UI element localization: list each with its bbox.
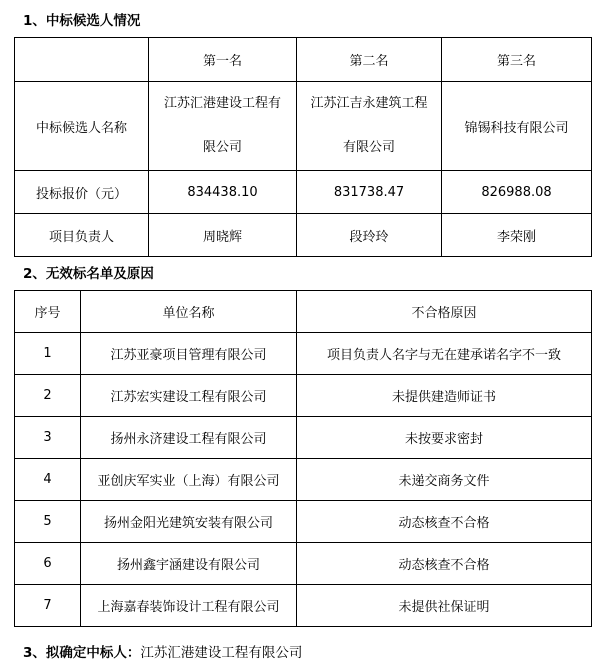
reason-cell: 项目负责人名字与无在建承诺名字不一致 [297, 333, 592, 375]
company-name-cell: 扬州鑫宇涵建设有限公司 [81, 543, 297, 585]
section3-label: 3、拟确定中标人： [23, 645, 141, 661]
candidate-name-cell: 江苏汇港建设工程有限公司 [149, 82, 297, 171]
reason-cell: 动态核查不合格 [297, 501, 592, 543]
company-name-cell: 江苏亚豪项目管理有限公司 [81, 333, 297, 375]
invalid-bid-row [15, 417, 592, 459]
header-cell-blank [15, 38, 149, 82]
winning-bidder-name: 江苏汇港建设工程有限公司 [140, 645, 303, 661]
bid-price-row [15, 171, 592, 214]
reason-cell: 未提供社保证明 [297, 585, 592, 627]
bid-price-cell: 826988.08 [442, 171, 592, 214]
candidates-header-row [15, 38, 592, 82]
section2-heading: 2、无效标名单及原因 [23, 266, 154, 282]
project-manager-cell: 段玲玲 [297, 214, 442, 257]
row-label: 投标报价（元） [15, 171, 149, 214]
invalid-bids-table [14, 290, 592, 627]
reason-cell: 未递交商务文件 [297, 459, 592, 501]
reason-cell: 动态核查不合格 [297, 543, 592, 585]
row-index-cell: 3 [15, 417, 81, 459]
column-header-reason: 不合格原因 [297, 291, 592, 333]
bid-price-cell: 831738.47 [297, 171, 442, 214]
candidate-name-cell: 锦锡科技有限公司 [442, 82, 592, 171]
column-header-company: 单位名称 [81, 291, 297, 333]
invalid-bid-row [15, 585, 592, 627]
candidate-name-row [15, 82, 592, 171]
company-name-cell: 上海嘉春装饰设计工程有限公司 [81, 585, 297, 627]
column-header-index: 序号 [15, 291, 81, 333]
invalid-bid-row [15, 543, 592, 585]
row-index-cell: 1 [15, 333, 81, 375]
company-name-cell: 江苏宏实建设工程有限公司 [81, 375, 297, 417]
company-name-cell: 扬州金阳光建筑安装有限公司 [81, 501, 297, 543]
company-name-cell: 亚创庆军实业（上海）有限公司 [81, 459, 297, 501]
header-cell-second: 第二名 [297, 38, 442, 82]
company-name-cell: 扬州永济建设工程有限公司 [81, 417, 297, 459]
project-manager-row [15, 214, 592, 257]
header-cell-first: 第一名 [149, 38, 297, 82]
row-label: 项目负责人 [15, 214, 149, 257]
bid-price-cell: 834438.10 [149, 171, 297, 214]
row-index-cell: 7 [15, 585, 81, 627]
invalid-bid-row [15, 459, 592, 501]
row-label: 中标候选人名称 [15, 82, 149, 171]
section3-heading [23, 641, 302, 661]
invalid-bid-row [15, 501, 592, 543]
invalid-bid-row [15, 375, 592, 417]
row-index-cell: 4 [15, 459, 81, 501]
candidate-name-cell: 江苏江吉永建筑工程有限公司 [297, 82, 442, 171]
project-manager-cell: 李荣刚 [442, 214, 592, 257]
section1-heading: 1、中标候选人情况 [23, 13, 141, 29]
invalid-bids-header-row [15, 291, 592, 333]
reason-cell: 未提供建造师证书 [297, 375, 592, 417]
reason-cell: 未按要求密封 [297, 417, 592, 459]
invalid-bid-row [15, 333, 592, 375]
header-cell-third: 第三名 [442, 38, 592, 82]
row-index-cell: 5 [15, 501, 81, 543]
project-manager-cell: 周晓辉 [149, 214, 297, 257]
row-index-cell: 6 [15, 543, 81, 585]
row-index-cell: 2 [15, 375, 81, 417]
candidates-table [14, 37, 592, 257]
